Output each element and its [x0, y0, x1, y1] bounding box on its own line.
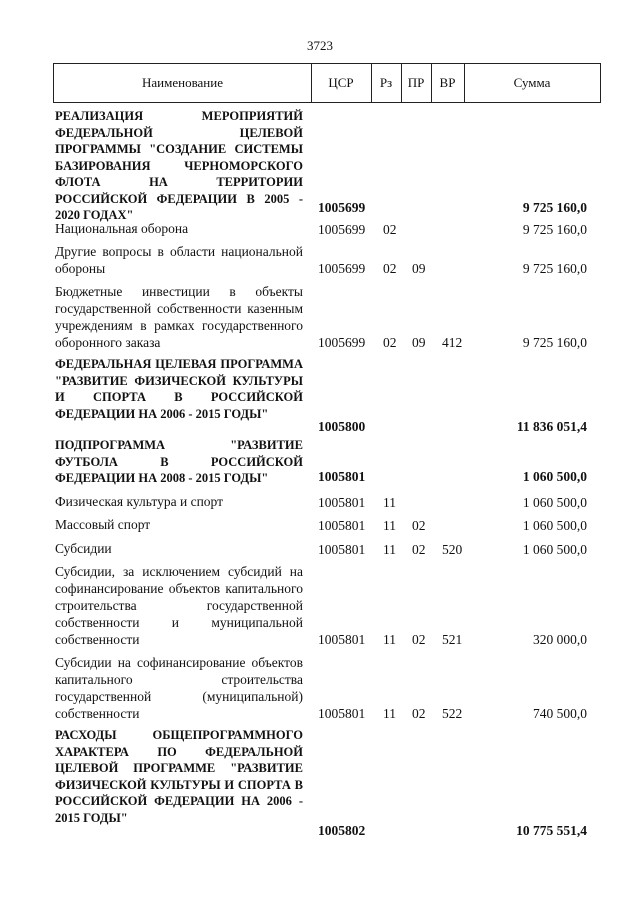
row-pr: 02	[412, 632, 426, 647]
row-pr: 02	[412, 518, 426, 533]
row-csr: 1005801	[318, 632, 366, 647]
column-header-sum: Сумма	[513, 75, 551, 90]
table-row	[55, 283, 601, 351]
row-rz: 11	[383, 542, 396, 557]
table-row	[55, 514, 601, 534]
table-row	[55, 563, 601, 648]
column-header-name: Наименование	[142, 75, 223, 90]
row-sum: 1 060 500,0	[522, 542, 587, 557]
row-name: Физическая культура и спорт	[55, 494, 224, 509]
row-rz: 02	[383, 335, 397, 350]
row-name: Национальная оборона	[55, 221, 189, 236]
row-sum: 9 725 160,0	[522, 335, 587, 350]
table-row	[55, 437, 601, 485]
table-header	[53, 63, 601, 103]
row-rz: 11	[383, 632, 396, 647]
row-pr: 09	[412, 335, 426, 350]
row-csr: 1005801	[318, 518, 366, 533]
column-header-pr: ПР	[407, 75, 425, 90]
row-csr: 1005801	[318, 495, 366, 510]
row-vr: 520	[442, 542, 463, 557]
row-name: Бюджетные инвестиции в объекты государственной собственности казенным учреждениям в рамках государственного оборонного заказа	[55, 284, 303, 350]
column-header-vr: ВР	[439, 75, 456, 90]
table-row	[55, 243, 601, 277]
row-sum: 740 500,0	[533, 706, 587, 721]
row-name: ПОДПРОГРАММА "РАЗВИТИЕ ФУТБОЛА В РОССИЙСКОЙ ФЕДЕРАЦИИ НА 2008 - 2015 ГОДЫ"	[55, 438, 303, 485]
row-csr: 1005801	[318, 706, 366, 721]
row-sum: 11 836 051,4	[516, 419, 587, 434]
row-pr: 02	[412, 706, 426, 721]
row-sum: 9 725 160,0	[522, 261, 587, 276]
row-pr: 09	[412, 261, 426, 276]
row-csr: 1005801	[318, 469, 366, 484]
row-vr: 412	[442, 335, 463, 350]
row-name: ФЕДЕРАЛЬНАЯ ЦЕЛЕВАЯ ПРОГРАММА "РАЗВИТИЕ ФИЗИЧЕСКОЙ КУЛЬТУРЫ И СПОРТА В РОССИЙСКОЙ ФЕДЕРАЦИИ НА 2006 - 2015 ГОДЫ"	[55, 357, 303, 421]
table-row	[55, 218, 601, 238]
row-vr: 522	[442, 706, 463, 721]
page-number: 3723	[307, 38, 333, 53]
row-name: Субсидии, за исключением субсидий на софинансирование объектов капитального строительства государственной собственности и муниципальной собственности	[55, 564, 303, 647]
table-row	[55, 654, 601, 722]
row-name: Другие вопросы в области национальной обороны	[55, 244, 303, 276]
row-rz: 02	[383, 222, 397, 237]
row-csr: 1005800	[318, 419, 366, 434]
row-sum: 10 775 551,4	[516, 823, 587, 838]
row-vr: 521	[442, 632, 463, 647]
row-csr: 1005699	[318, 222, 366, 237]
row-csr: 1005802	[318, 823, 366, 838]
row-sum: 1 060 500,0	[522, 518, 587, 533]
row-sum: 320 000,0	[533, 632, 587, 647]
row-csr: 1005699	[318, 335, 366, 350]
row-name: РАСХОДЫ ОБЩЕПРОГРАММНОГО ХАРАКТЕРА ПО ФЕДЕРАЛЬНОЙ ЦЕЛЕВОЙ ПРОГРАММЕ "РАЗВИТИЕ ФИЗИЧЕСКОЙ КУЛЬТУРЫ И СПОРТА В РОССИЙСКОЙ ФЕДЕРАЦИИ НА 2006 - 2015 ГОДЫ"	[55, 728, 303, 825]
row-name: РЕАЛИЗАЦИЯ МЕРОПРИЯТИЙ ФЕДЕРАЛЬНОЙ ЦЕЛЕВОЙ ПРОГРАММЫ "СОЗДАНИЕ СИСТЕМЫ БАЗИРОВАНИЯ ЧЕРНОМОРСКОГО ФЛОТА НА ТЕРРИТОРИИ РОССИЙСКОЙ ФЕДЕРАЦИИ В 2005 - 2020 ГОДАХ"	[55, 109, 303, 222]
row-csr: 1005801	[318, 542, 366, 557]
row-rz: 11	[383, 706, 396, 721]
table-row	[55, 727, 601, 839]
row-pr: 02	[412, 542, 426, 557]
column-header-csr: ЦСР	[328, 75, 354, 90]
table-row	[55, 108, 601, 222]
table-row	[55, 491, 601, 511]
table-row	[55, 356, 601, 435]
table-row	[55, 538, 601, 558]
row-name: Массовый спорт	[55, 517, 151, 532]
row-name: Субсидии	[55, 541, 112, 556]
row-csr: 1005699	[318, 200, 366, 215]
row-name: Субсидии на софинансирование объектов капитального строительства государственной (муниципальной) собственности	[55, 655, 303, 721]
column-header-rz: Рз	[379, 75, 393, 90]
row-sum: 1 060 500,0	[522, 469, 587, 484]
row-sum: 9 725 160,0	[522, 200, 587, 215]
row-rz: 11	[383, 518, 396, 533]
row-sum: 9 725 160,0	[522, 222, 587, 237]
row-sum: 1 060 500,0	[522, 495, 587, 510]
row-rz: 11	[383, 495, 396, 510]
row-csr: 1005699	[318, 261, 366, 276]
row-rz: 02	[383, 261, 397, 276]
